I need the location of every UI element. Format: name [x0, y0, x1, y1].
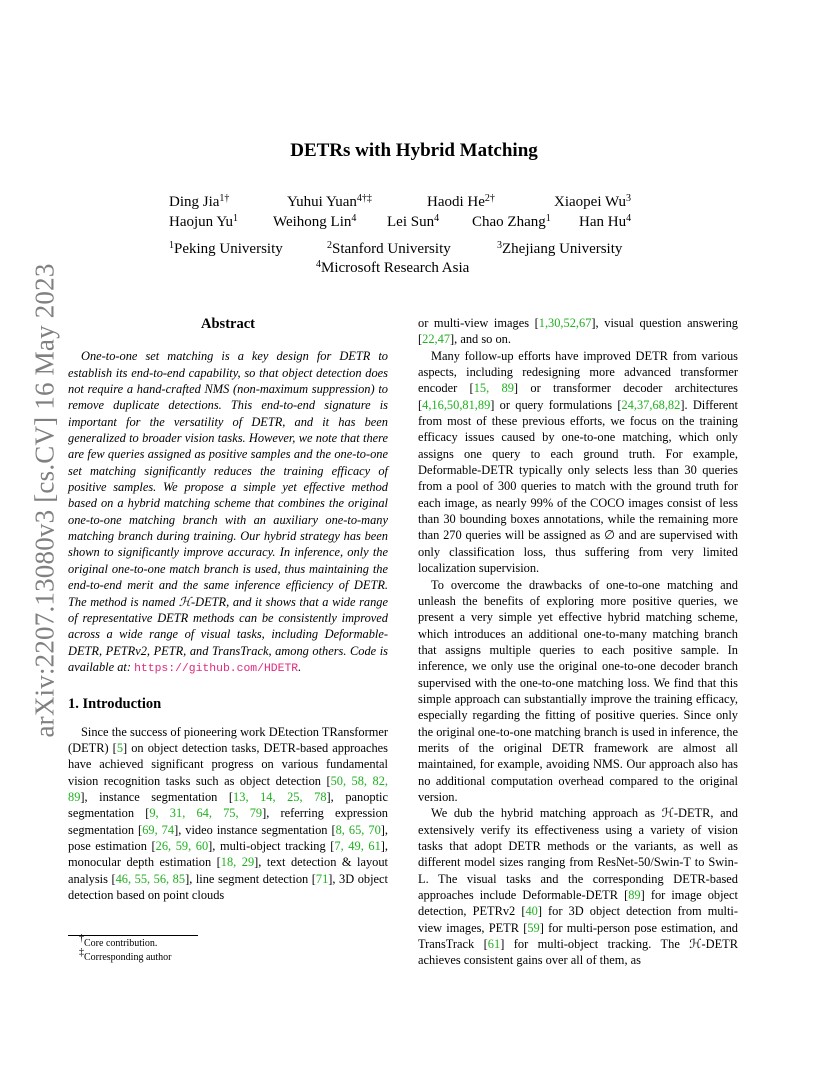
- citation-link[interactable]: 46, 55, 56, 85: [115, 871, 186, 886]
- paper-title: DETRs with Hybrid Matching: [290, 140, 538, 161]
- paragraph: [418, 805, 738, 968]
- author: Han Hu$^4$: [579, 213, 632, 230]
- citation-link[interactable]: 22,47: [422, 332, 451, 347]
- citation-link[interactable]: 89: [628, 888, 641, 903]
- paragraph-text: ], visual question answering [: [418, 316, 738, 347]
- citation-link[interactable]: 5: [116, 740, 124, 755]
- citation-link[interactable]: 71: [315, 871, 329, 886]
- paragraph-text: ], monocular depth estimation [: [68, 838, 388, 870]
- citation-link[interactable]: 69, 74: [142, 822, 175, 837]
- paragraph-text: ], text detection & layout analysis [: [68, 855, 389, 886]
- citation-link[interactable]: 13, 14, 25, 78: [233, 789, 327, 804]
- section-heading: 1. Introduction: [68, 696, 162, 713]
- affiliation: $^3$Zhejiang University: [497, 240, 623, 257]
- paragraph-text: ], 3D object detection based on point clouds: [68, 871, 388, 902]
- author: Ding Jia$^{1\dagger}$: [169, 193, 230, 210]
- footnote-rule: [68, 935, 198, 936]
- paragraph-text: ], referring expression segmentation [: [68, 806, 389, 837]
- paragraph-text: Many follow-up efforts have improved DETR from various aspects, including redesigning more advanced transformer encoder [: [418, 348, 738, 396]
- citation-link[interactable]: 26, 59, 60: [155, 838, 209, 853]
- paragraph: [68, 724, 388, 904]
- arxiv-stamp: arXiv:2207.13080v3 [cs.CV] 16 May 2023: [29, 262, 60, 738]
- code-link[interactable]: https://github.com/HDETR: [134, 662, 299, 675]
- paragraph-text: ] on object detection tasks, DETR-based approaches have achieved significant progress on various fundamental vision recognition tasks such as object detection [: [68, 740, 388, 788]
- citation-link[interactable]: 1,30,52,67: [538, 316, 592, 330]
- paragraph-text: ] for multi-object tracking. The ℋ-DETR achieves consistent gains over all of them, as: [418, 937, 738, 968]
- paragraph-text: ] or transformer decoder architectures [: [418, 381, 739, 412]
- paragraph-text: ]. Different from most of these previous efforts, we focus on the training efficacy issues caused by one-to-one matching, which only assigns one query to each ground truth. For example, Deformable-DETR typically only selects less than 30 queries from a pool of 300 queries to match with the ground truth for each image, as nearly 99% of the COCO images consist of less than 30 bounding boxes annotations, while the remaining more than 270 queries will be assigned as ∅ and are supervised with only classification loss, thus suffering from very limited localization supervision.: [418, 397, 738, 576]
- paragraph-text: Since the success of pioneering work DEtection TRansformer (DETR) [: [68, 724, 388, 755]
- abstract-text: One-to-one set matching is a key design for DETR to establish its end-to-end capability, so that object detection does not require a hand-crafted NMS (non-maximum suppression) to remove duplicate detections. This end-to-end signature is important for the versatility of DETR, and it has been generalized to broader vision tasks. However, we note that there are few queries assigned as positive samples and the one-to-one set matching significantly reduces the training efficacy of positive samples. We propose a simple yet effective method based on a hybrid matching scheme that combines the original one-to-one matching branch with an auxiliary one-to-many matching branch during training. Our hybrid strategy has been shown to significantly improve accuracy. In inference, only the original one-to-one match branch is used, thus maintaining the end-to-end merit and the same inference efficiency of DETR. The method is named ℋ-DETR, and it shows that a wide range of representative DETR methods can be consistently improved across a wide range of visual tasks, including Deformable-DETR, PETRv2, PETR, and TransTrack, among others. Code is available at: https://github.com/HDETR.: [68, 349, 388, 675]
- paragraph-text: ] for image object detection, PETRv2 [: [418, 888, 739, 919]
- paragraph-text: ], multi-object tracking [: [208, 838, 335, 853]
- author: Xiaopei Wu$^3$: [554, 193, 632, 210]
- paragraph-text: ] for multi-person pose estimation, and TransTrack [: [418, 920, 739, 952]
- paragraph-text: or multi-view images [: [418, 316, 539, 330]
- author: Weihong Lin$^4$: [273, 213, 357, 230]
- author: Lei Sun$^4$: [387, 213, 440, 230]
- paragraph-text: ], video instance segmentation [: [174, 822, 336, 837]
- paragraph-text: ], pose estimation [: [68, 822, 389, 853]
- author: Yuhui Yuan$^{4\dagger\ddagger}$: [287, 193, 372, 210]
- author: Haodi $He^{2\dagger}$: [427, 193, 495, 210]
- citation-link[interactable]: 8, 65, 70: [335, 822, 381, 837]
- citation-link[interactable]: 24,37,68,82: [621, 397, 681, 412]
- citation-link[interactable]: 59: [527, 920, 540, 935]
- right-column: [418, 315, 738, 969]
- paragraph-text: ], and so on.: [450, 332, 511, 347]
- paragraph-text: ], panoptic segmentation [: [68, 789, 388, 821]
- citation-link[interactable]: 4,16,50,81,89: [422, 397, 491, 412]
- footnote: †Core contribution.: [79, 933, 158, 949]
- citation-link[interactable]: 61: [487, 937, 501, 952]
- author: Chao Zhang$^1$: [472, 213, 551, 230]
- paragraph-text: ] or query formulations [: [490, 397, 622, 412]
- citation-link[interactable]: 50, 58, 82, 89: [68, 773, 388, 804]
- citation-link[interactable]: 7, 49, 61: [334, 838, 381, 853]
- paragraph-text: ] for 3D object detection from multi-view images, PETR [: [418, 904, 738, 935]
- paragraph-text: We dub the hybrid matching approach as ℋ-DETR, and extensively verify its effectiveness using a variety of vision tasks that adopt DETR methods or the variants, as well as different model sizes ranging from ResNet-50/Swin-T to Swin-L. The visual tasks and the corresponding DETR-based approaches include Deformable-DETR [: [418, 806, 738, 903]
- author: Haojun Yu$^1$: [169, 213, 239, 230]
- paragraph-text: ], line segment detection [: [185, 871, 316, 886]
- paragraph: [418, 315, 738, 348]
- footnote: ‡Corresponding author: [79, 947, 172, 963]
- left-column: [68, 315, 388, 903]
- affiliation: $^1$Peking University: [169, 240, 283, 257]
- affiliation: $^4$Microsoft Research Asia: [316, 259, 470, 276]
- citation-link[interactable]: 15, 89: [473, 381, 514, 396]
- affiliation: $^2$Stanford University: [327, 240, 451, 257]
- paragraph: [418, 577, 738, 806]
- abstract-heading: Abstract: [201, 316, 255, 332]
- citation-link[interactable]: 9, 31, 64, 75, 79: [149, 806, 263, 821]
- citation-link[interactable]: 18, 29: [220, 855, 255, 870]
- citation-link[interactable]: 40: [525, 904, 538, 919]
- paragraph-text: ], instance segmentation [: [80, 789, 234, 804]
- paragraph-text: To overcome the drawbacks of one-to-one matching and unleash the benefits of exploring more positive queries, we present a very simple yet effective hybrid matching scheme, which introduces an additional one-to-many matching branch that assigns multiple queries to each positive sample. In inference, we only use the original one-to-one decoder branch supervised with the one-to-one matching loss. We find that this simple approach can substantially improve the training efficacy, especially regarding the fitting of positive queries. Since only the original one-to-one matching branch is used in inference, the merits of the original DETR framework are almost all maintained, for example, avoiding NMS. Our approach also has no additional computation overhead compared to the original version.: [418, 577, 738, 804]
- paragraph: [418, 348, 738, 577]
